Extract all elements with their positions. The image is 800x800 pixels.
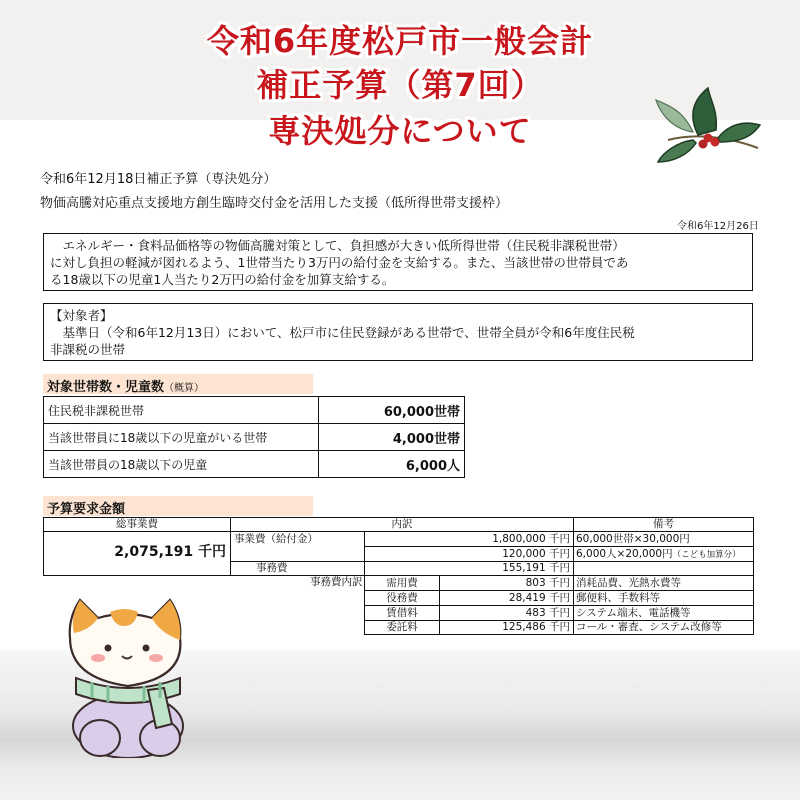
admin-item: 賃借料 [386, 607, 418, 619]
admin-note: システム端末、電話機等 [576, 607, 691, 619]
counts-label-text: 対象世帯数・児童数 [47, 380, 165, 395]
counts-table [43, 396, 465, 478]
target-line-2: 非課税の世帯 [50, 342, 126, 357]
summary-line-3: る18歳以下の児童1人当たり2万円の給付金を加算支給する。 [50, 272, 395, 287]
budget-note: 60,000世帯×30,000円 [576, 533, 690, 545]
admin-breakdown-label: 事務費内訳 [310, 576, 363, 588]
budget-amount: 120,000 千円 [502, 548, 570, 560]
budget-note-text: 6,000人×20,000円 [576, 548, 673, 560]
holly-icon [648, 80, 768, 165]
table-row [44, 397, 465, 424]
budget-note [576, 548, 741, 562]
title-line-2: 補正予算（第7回） [256, 66, 544, 104]
budget-amount: 155,191 千円 [502, 562, 570, 574]
budget-note-sub: （こども加算分） [672, 550, 741, 560]
counts-row-value: 4,000世帯 [319, 424, 465, 451]
summary-box [43, 233, 753, 291]
counts-row-name: 当該世帯員に18歳以下の児童がいる世帯 [44, 424, 319, 451]
admin-item: 役務費 [386, 592, 418, 604]
counts-row-name: 住民税非課税世帯 [44, 397, 319, 424]
admin-amount: 803 千円 [525, 577, 570, 589]
budget-header-breakdown: 内訳 [391, 518, 413, 530]
summary-line-2: に対し負担の軽減が図れるよう、1世帯当たり3万円の給付金を支給する。また、当該世帯の世帯員であ [50, 255, 629, 270]
counts-row-name: 当該世帯員の18歳以下の児童 [44, 451, 319, 478]
cat-icon [40, 578, 210, 758]
admin-item: 需用費 [386, 577, 418, 589]
counts-label [43, 374, 313, 394]
admin-item: 委託料 [386, 621, 418, 633]
title-line-3: 専決処分について [268, 112, 532, 150]
admin-note: コール・審査、システム改修等 [576, 621, 722, 633]
target-title: 【対象者】 [50, 308, 113, 323]
table-row [44, 451, 465, 478]
budget-item: 事業費（給付金） [234, 533, 318, 545]
doc-heading-1: 令和6年12月18日補正予算（専決処分） [40, 172, 277, 187]
budget-header-notes: 備考 [653, 518, 674, 530]
budget-label: 予算要求金額 [43, 496, 313, 516]
admin-note: 郵便料、手数料等 [576, 592, 660, 604]
counts-label-note: （概算） [164, 383, 205, 394]
budget-item: 事務費 [256, 562, 288, 574]
admin-note: 消耗品費、光熱水費等 [576, 577, 681, 589]
doc-date: 令和6年12月26日 [677, 221, 759, 232]
budget-total-value: 2,075,191 千円 [114, 544, 226, 560]
counts-row-value: 6,000人 [319, 451, 465, 478]
admin-amount: 483 千円 [525, 607, 570, 619]
doc-heading-2: 物価高騰対応重点支援地方創生臨時交付金を活用した支援（低所得世帯支援枠） [40, 196, 509, 211]
title-line-1: 令和6年度松戸市一般会計 [206, 22, 594, 60]
target-box [43, 303, 753, 361]
budget-amount: 1,800,000 千円 [492, 533, 570, 545]
summary-line-1: エネルギー・食料品価格等の物価高騰対策として、負担感が大きい低所得世帯（住民税非課税世帯） [50, 238, 625, 253]
counts-row-value: 60,000世帯 [319, 397, 465, 424]
table-row [44, 424, 465, 451]
budget-header-total: 総事業費 [116, 518, 158, 530]
admin-amount: 125,486 千円 [502, 621, 570, 633]
target-line-1: 基準日（令和6年12月13日）において、松戸市に住民登録がある世帯で、世帯全員が令和6年度住民税 [50, 325, 635, 340]
admin-amount: 28,419 千円 [508, 592, 570, 604]
